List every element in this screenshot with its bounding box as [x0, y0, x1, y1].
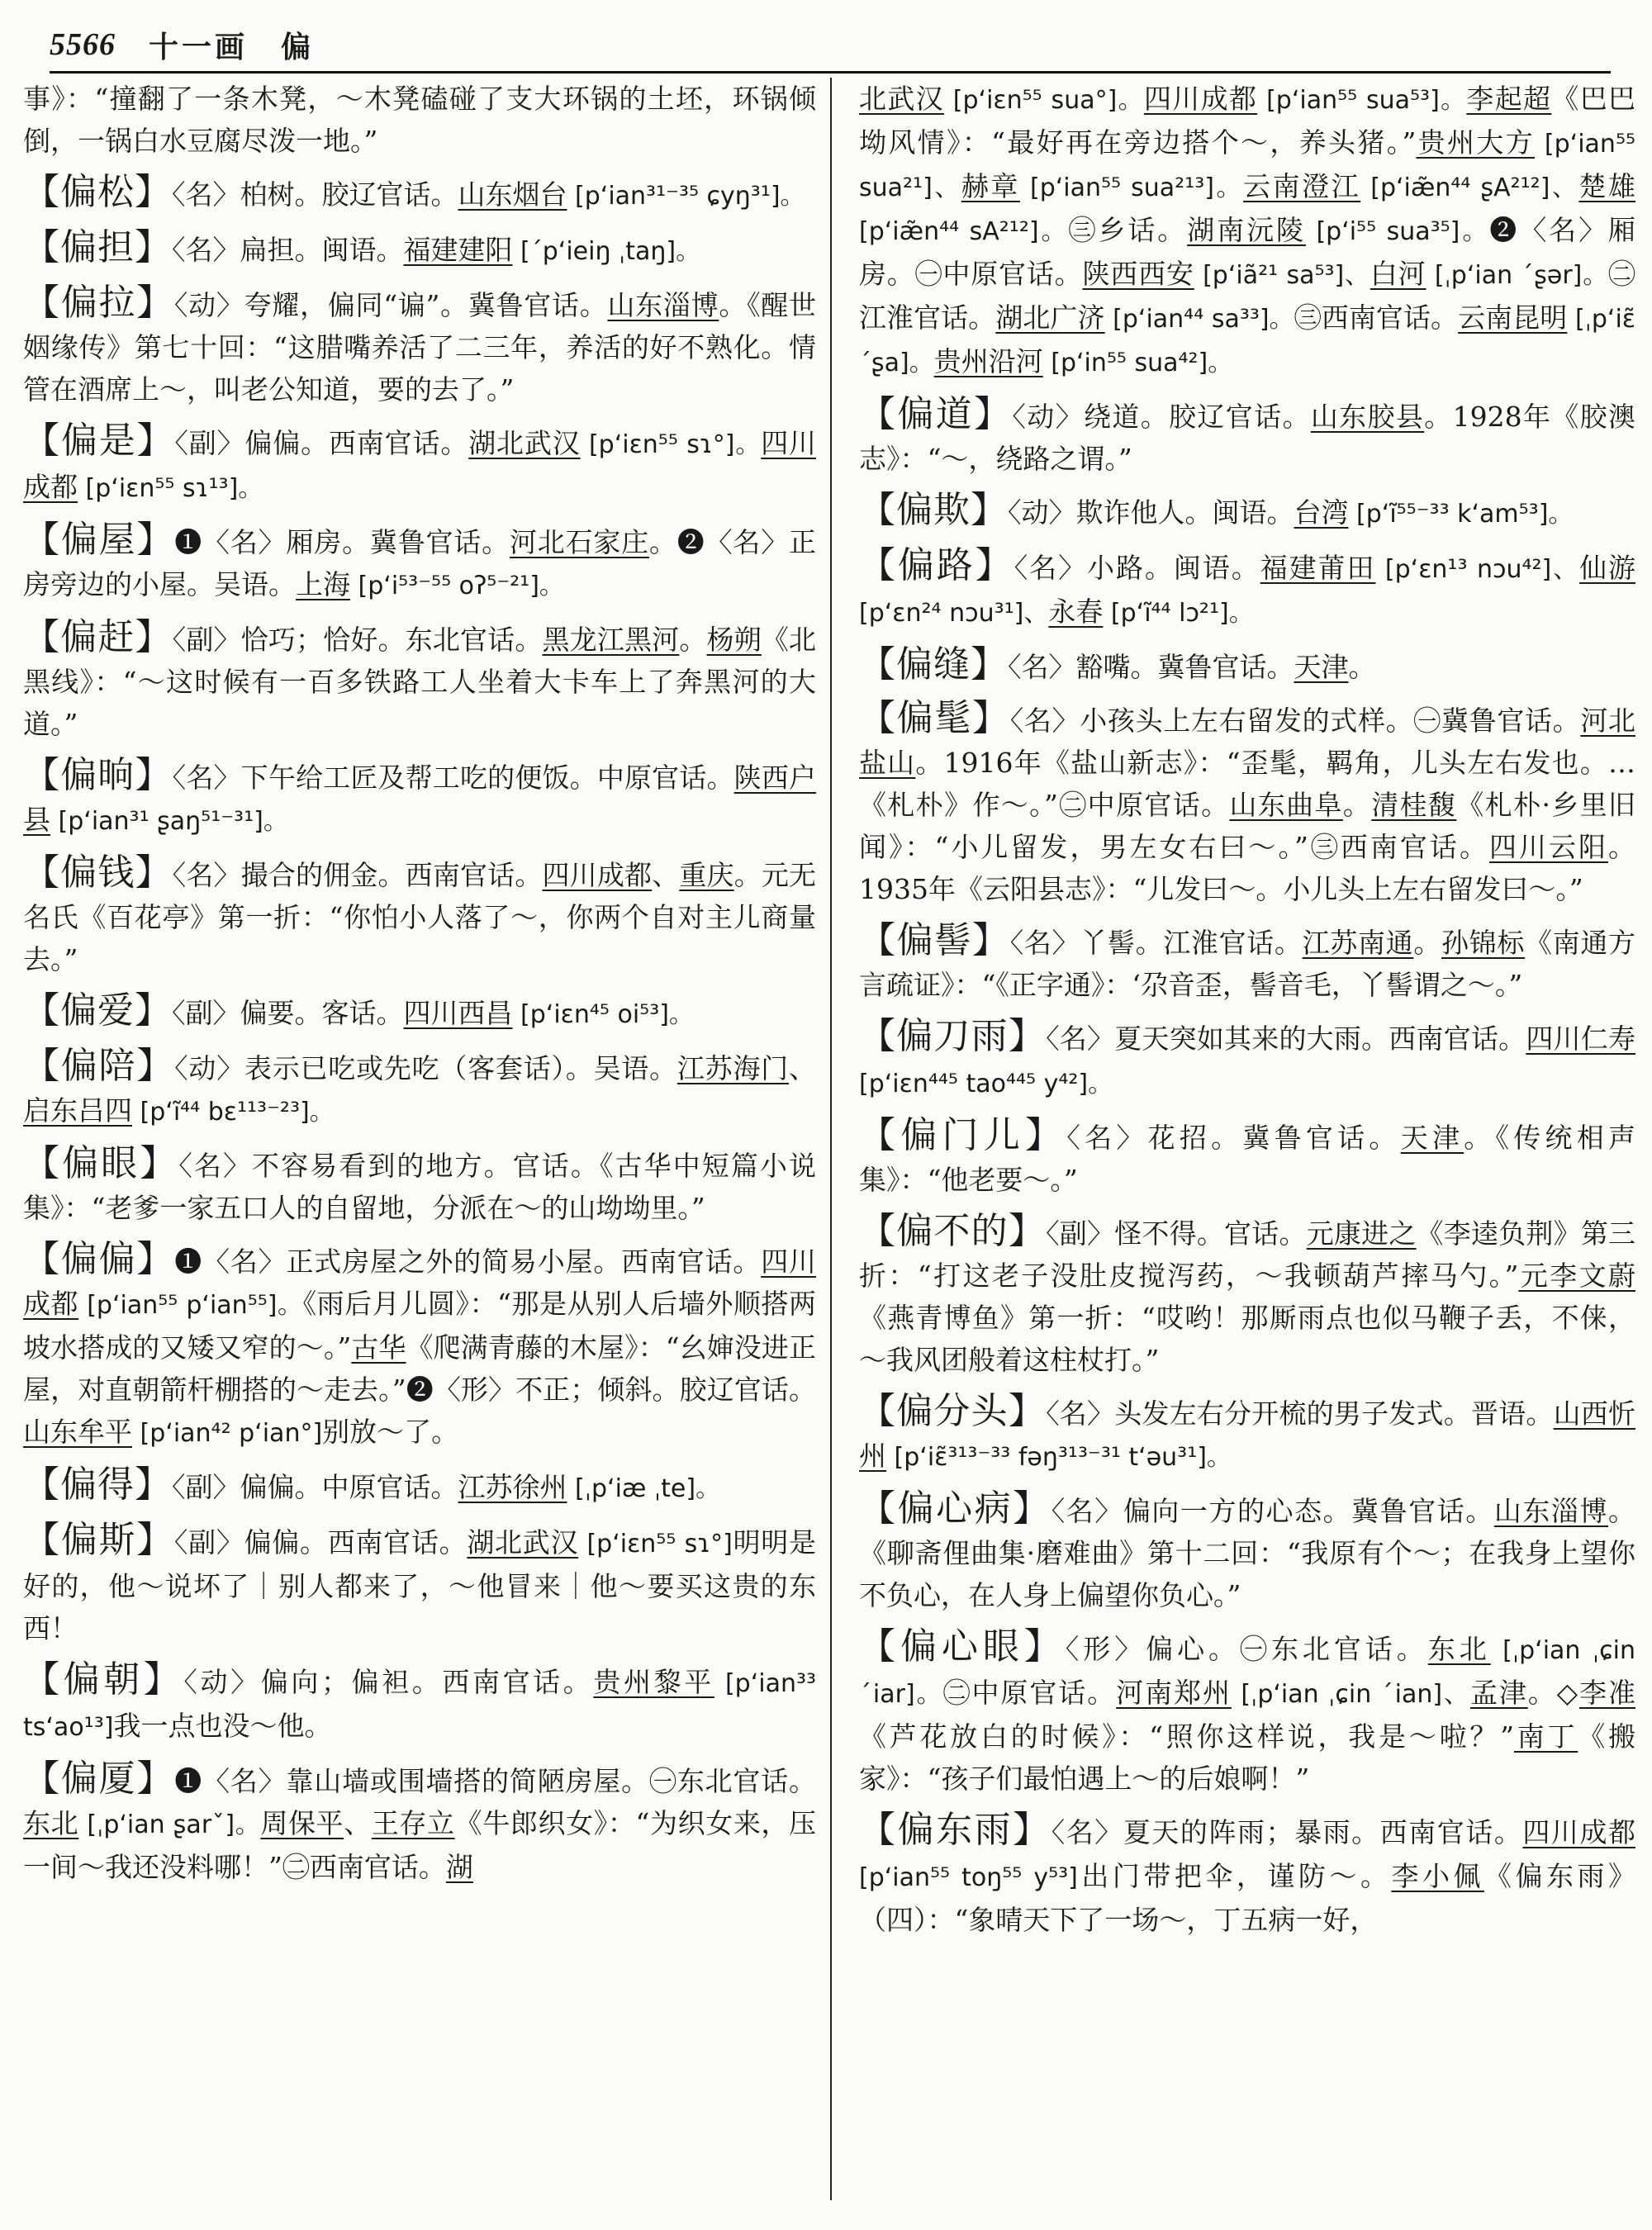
definition-text: 明明是好的，他～说坏了｜别人都来了，～他冒来｜他～要买这贵的东西！	[23, 1526, 816, 1644]
definition-text: 。《传统相声集》：“他老要～。”	[859, 1122, 1635, 1196]
phonetic-transcription: [p‘ian⁵⁵ p‘ian⁵⁵]。	[78, 1291, 303, 1320]
place-or-author-name: 周保平	[260, 1807, 344, 1839]
definition-text: ❶〈名〉正式房屋之外的简易小屋。西南官话。	[174, 1245, 762, 1278]
definition-text: 。❷〈名〉正房旁边的小屋。吴语。	[23, 526, 816, 600]
phonetic-transcription: [p‘iɛn⁵⁵ sua°]。	[943, 86, 1144, 115]
place-or-author-name: 湖北武汉	[468, 427, 581, 459]
place-or-author-name: 楚雄	[1578, 170, 1635, 202]
dictionary-entry	[859, 1015, 1635, 1105]
entry-headword: 【偏心眼】	[859, 1625, 1066, 1668]
place-or-author-name: 元康进之	[1306, 1217, 1417, 1250]
dictionary-entry	[23, 1519, 816, 1649]
place-or-author-name: 黑龙江黑河	[542, 624, 680, 656]
definition-text: 〈副〉偏要。客话。	[172, 997, 404, 1029]
entry-headword: 【偏偏】	[23, 1238, 175, 1280]
definition-text: 《南通方言疏证》：“《正字通》：‘尕音歪，髻音毛，丫髻谓之～。”	[859, 927, 1635, 1001]
definition-text: 〈名〉花招。冀鲁官话。	[1066, 1122, 1401, 1154]
phonetic-transcription: [p‘ɛn²⁴ nɔu³¹]、	[859, 599, 1049, 628]
entry-headword: 【偏眼】	[23, 1142, 179, 1184]
phonetic-transcription: [p‘iã²¹ sa⁵³]、	[1194, 261, 1370, 290]
entry-headword: 【偏髦】	[859, 697, 1010, 739]
entry-headword: 【偏路】	[859, 544, 1014, 586]
definition-text: ㊂西南官话。	[1294, 301, 1459, 334]
place-or-author-name: 启东吕四	[23, 1094, 132, 1127]
place-or-author-name: 四川西昌	[403, 997, 513, 1029]
dictionary-entry	[859, 643, 1635, 688]
dictionary-entry	[859, 1210, 1635, 1381]
place-or-author-name: 天津	[1294, 651, 1349, 683]
place-or-author-name: 湖北广济	[995, 301, 1105, 334]
definition-text: 、	[789, 1052, 816, 1084]
dictionary-entry	[859, 1809, 1635, 1941]
phonetic-transcription: [ˌp‘iɛ̃ ˊʂa]。	[859, 305, 1635, 377]
place-or-author-name: 南丁	[1513, 1720, 1578, 1753]
place-or-author-name: 杨朔	[706, 624, 762, 656]
phonetic-transcription: [p‘ian³¹ ʂaŋ⁵¹⁻³¹]。	[50, 807, 288, 836]
definition-text: 。《醒世姻缘传》第七十回：“这腊嘴养活了二三年，养活的好不熟化。情管在酒席上～，叫老公知道，要的去了。”	[23, 289, 816, 406]
dictionary-entry	[23, 1045, 816, 1133]
definition-text: 〈名〉豁嘴。冀鲁官话。	[1008, 651, 1294, 683]
phonetic-transcription: [p‘ĩ⁴⁴ lɔ²¹]。	[1103, 599, 1254, 628]
definition-text: ❷〈名〉厢房。㊀中原官话。	[859, 214, 1635, 290]
place-or-author-name: 陕西户县	[23, 762, 816, 836]
place-or-author-name: 四川成都	[1143, 83, 1258, 115]
place-or-author-name: 李小佩	[1391, 1860, 1484, 1892]
phonetic-transcription: [ˌp‘iæ ˌte]。	[567, 1474, 721, 1503]
definition-text: 〈副〉恰巧；恰好。东北官话。	[172, 624, 543, 656]
place-or-author-name: 湖北武汉	[467, 1526, 579, 1559]
entry-headword: 【偏担】	[23, 226, 172, 268]
place-or-author-name: 江苏南通	[1302, 927, 1414, 959]
phonetic-transcription: [p‘iæ̃n⁴⁴ sA²¹²]。	[859, 217, 1069, 246]
place-or-author-name: 仙游	[1579, 552, 1635, 584]
place-or-author-name: 台湾	[1294, 496, 1349, 529]
definition-text: 我一点也没～他。	[113, 1710, 332, 1742]
definition-text: 《芦花放白的时候》：“照你这样说，我是～啦？”	[859, 1720, 1514, 1753]
dictionary-entry	[23, 616, 816, 745]
definition-text: 〈动〉偏向；偏袒。西南官话。	[183, 1666, 594, 1698]
definition-text: 《李逵负荆》第三折：“打这老子没肚皮搅泻药，～我顿葫芦摔马勺。”	[859, 1217, 1635, 1292]
phonetic-transcription: [p‘ian⁵⁵ sua²¹³]。	[1019, 173, 1244, 202]
place-or-author-name: 上海	[296, 568, 350, 600]
page-header	[50, 18, 1611, 74]
place-or-author-name: 河北盐山	[859, 705, 1635, 779]
phonetic-transcription: [p‘iɛn⁵⁵ sɿ°]。	[580, 430, 762, 459]
definition-text: 〈动〉表示已吃或先吃（客套话）。吴语。	[174, 1052, 677, 1084]
phonetic-transcription: [p‘ian⁵⁵ toŋ⁵⁵ y⁵³]	[859, 1863, 1078, 1892]
entry-headword: 【偏道】	[859, 393, 1013, 435]
place-or-author-name: 天津	[1400, 1122, 1464, 1154]
place-or-author-name: 东北	[23, 1807, 79, 1839]
entry-headword: 【偏屋】	[23, 519, 175, 561]
place-or-author-name: 赫章	[961, 170, 1020, 202]
place-or-author-name: 白河	[1370, 258, 1427, 290]
dictionary-entry	[23, 989, 816, 1036]
definition-text: 。1935年《云阳县志》：“儿发曰～。小儿头上左右留发曰～。”	[859, 831, 1635, 905]
place-or-author-name: 江苏徐州	[458, 1471, 567, 1503]
definition-text: 《雨后月儿圆》：“那是从别人后墙外顺搭两坡水搭成的又矮又窄的～。”	[23, 1288, 816, 1364]
dictionary-entry	[23, 852, 816, 980]
definition-text: 〈副〉怪不得。官话。	[1046, 1217, 1307, 1250]
definition-text: 。	[1342, 789, 1372, 821]
phonetic-transcription: [p‘iɛn⁵⁵ sɿ°]	[578, 1530, 733, 1559]
phonetic-transcription: [p‘ian³³ ts‘ao¹³]	[23, 1669, 816, 1742]
place-or-author-name: 湖	[445, 1851, 473, 1883]
definition-text: 别放～了。	[322, 1416, 459, 1448]
definition-text: 〈名〉不容易看到的地方。官话。《古华中短篇小说集》：“老爹一家五口人的自留地，分派在～的山坳坳里。”	[23, 1150, 816, 1224]
definition-text: 〈动〉欺诈他人。闽语。	[1008, 496, 1294, 529]
dictionary-entry	[859, 1114, 1635, 1201]
dictionary-entry	[23, 1238, 816, 1454]
entry-headword: 【偏不的】	[859, 1210, 1047, 1252]
place-or-author-name: 王存立	[371, 1807, 455, 1839]
definition-text: 出门带把伞，谨防～。	[1077, 1860, 1392, 1892]
definition-text: 《偏东雨》（四）：“象晴天下了一场～，丁五病一好，	[859, 1860, 1635, 1936]
definition-text: ㊁江淮官话。	[859, 258, 1635, 334]
entry-headword: 【偏晌】	[23, 754, 173, 796]
definition-text: 。	[679, 624, 707, 656]
definition-text: 、	[652, 859, 680, 891]
definition-text: 。	[1348, 651, 1376, 683]
phonetic-transcription: [p‘iɛ̃³¹³⁻³³ fəŋ³¹³⁻³¹ t‘əu³¹]。	[886, 1443, 1232, 1472]
definition-text: 《爬满青藤的木屋》：“幺婶没进正屋，对直朝箭杆棚搭的～走去。”❷〈形〉不正；倾斜。胶辽官话。	[23, 1331, 816, 1406]
phonetic-transcription: [ˌp‘ian ˊʂər]。	[1426, 261, 1609, 290]
place-or-author-name: 四川云阳	[1488, 831, 1609, 863]
phonetic-transcription: [p‘ian⁵⁵ sua⁵³]。	[1257, 86, 1467, 115]
place-or-author-name: 福建建阳	[403, 234, 513, 266]
left-column	[23, 78, 816, 2217]
definition-text: 〈形〉偏心。㊀东北官话。	[1065, 1633, 1428, 1665]
dictionary-entry	[23, 420, 816, 510]
definition-text: ㊁中原官话。	[942, 1677, 1117, 1709]
dictionary-entry	[23, 1464, 816, 1510]
dictionary-entry	[23, 754, 816, 842]
definition-text: 。《聊斋俚曲集·磨难曲》第十二回：“我原有个～；在我身上望你不负心，在人身上偏望你负心。”	[859, 1495, 1635, 1611]
place-or-author-name: 陕西西安	[1082, 258, 1194, 290]
dictionary-entry	[23, 1758, 816, 1888]
place-or-author-name: 贵州黎平	[593, 1666, 714, 1698]
dictionary-entry	[859, 697, 1635, 910]
definition-text: 〈动〉绕道。胶辽官话。	[1012, 401, 1311, 433]
phonetic-transcription: [ˌp‘ian ˌɕin ˊian]、	[1231, 1680, 1470, 1709]
place-or-author-name: 山东牟平	[23, 1416, 132, 1448]
place-or-author-name: 山东烟台	[458, 178, 567, 211]
entry-headword: 【偏厦】	[23, 1758, 175, 1800]
place-or-author-name: 古华	[351, 1331, 406, 1364]
phonetic-transcription: [p‘iɛn⁴⁵ oi⁵³]。	[512, 1000, 694, 1029]
definition-text: 〈名〉柏树。胶辽官话。	[172, 178, 458, 211]
entry-headword: 【偏是】	[23, 420, 175, 462]
definition-text: 事》：“撞翻了一条木凳，～木凳磕碰了支大环锅的土坯，环锅倾倒，一锅白水豆腐尽泼一地。”	[23, 83, 816, 157]
definition-text: 《北黑线》：“～这时候有一百多铁路工人坐着大卡车上了奔黑河的大道。”	[23, 624, 816, 740]
definition-text: 。◇	[1527, 1677, 1580, 1709]
dictionary-entry	[23, 226, 816, 273]
place-or-author-name: 李准	[1579, 1677, 1635, 1709]
dictionary-entry	[859, 1390, 1635, 1478]
definition-text: 〈名〉夏天突如其来的大雨。西南官话。	[1046, 1022, 1526, 1055]
entry-headword: 【偏欺】	[859, 489, 1008, 531]
dictionary-entry	[23, 519, 816, 607]
dictionary-entry	[859, 393, 1635, 480]
dictionary-entry	[23, 1142, 816, 1229]
definition-text: 〈副〉偏偏。西南官话。	[173, 1526, 468, 1559]
entry-headword: 【偏得】	[23, 1464, 172, 1506]
entry-headword: 【偏门儿】	[859, 1114, 1067, 1156]
right-column	[859, 78, 1635, 2217]
definition-text: 《牛郎织女》：“为织女来，压一间～我还没料哪！”㊁西南官话。	[23, 1807, 816, 1883]
place-or-author-name: 东北	[1427, 1633, 1491, 1665]
definition-text: 〈动〉夸耀，偏同“谝”。冀鲁官话。	[173, 289, 608, 321]
place-or-author-name: 四川成都	[1522, 1816, 1635, 1848]
entry-headword: 【偏朝】	[23, 1658, 184, 1701]
phonetic-transcription: [p‘iæ̃n⁴⁴ ʂA²¹²]、	[1360, 173, 1579, 202]
entry-headword: 【偏钱】	[23, 852, 173, 894]
place-or-author-name: 贵州大方	[1416, 126, 1536, 159]
place-or-author-name: 山东淄博	[1493, 1495, 1609, 1527]
place-or-author-name: 北武汉	[859, 83, 944, 115]
definition-text: 〈副〉偏偏。西南官话。	[174, 427, 469, 459]
entry-headword: 【偏赶】	[23, 616, 173, 658]
place-or-author-name: 江苏海门	[676, 1052, 790, 1084]
definition-text: 〈名〉偏向一方的心态。冀鲁官话。	[1051, 1495, 1494, 1527]
definition-text: 〈名〉小路。闽语。	[1014, 552, 1260, 584]
entry-headword: 【偏刀雨】	[859, 1015, 1047, 1057]
place-or-author-name: 河南郑州	[1116, 1677, 1232, 1709]
dictionary-entry	[23, 282, 816, 410]
place-or-author-name: 四川成都	[542, 859, 653, 891]
column-divider	[830, 78, 832, 2200]
phonetic-transcription: [ˊp‘ieiŋ ˌtaŋ]。	[512, 237, 701, 266]
phonetic-transcription: [p‘ian⁴⁴ sa³³]。	[1104, 305, 1294, 334]
phonetic-transcription: [ˌp‘ian ˌɕin ˊiar]。	[859, 1636, 1635, 1709]
phonetic-transcription: [p‘ĩ⁴⁴ bɛ¹¹³⁻²³]。	[132, 1098, 335, 1127]
place-or-author-name: 重庆	[679, 859, 734, 891]
definition-text: 《札朴·乡里旧闻》：“小儿留发，男左女右曰～。”㊂西南官话。	[859, 789, 1635, 863]
place-or-author-name: 湖南沅陵	[1187, 214, 1306, 246]
dictionary-entry	[859, 489, 1635, 535]
entry-continuation	[23, 78, 816, 162]
place-or-author-name: 孟津	[1469, 1677, 1528, 1709]
place-or-author-name: 永春	[1048, 595, 1104, 628]
entry-headword: 【偏缝】	[859, 643, 1008, 686]
definition-text: ㊂乡话。	[1068, 214, 1188, 246]
definition-text: ❶〈名〉厢房。冀鲁官话。	[174, 526, 510, 558]
definition-text: 〈名〉夏天的阵雨；暴雨。西南官话。	[1051, 1816, 1523, 1848]
definition-text: 、	[344, 1807, 372, 1839]
definition-text: 〈副〉偏偏。中原官话。	[172, 1471, 458, 1503]
entry-headword: 【偏松】	[23, 171, 172, 213]
entry-headword: 【偏爱】	[23, 989, 172, 1032]
definition-text: 。元无名氏《百花亭》第一折：“你怕小人落了～，你两个自对主儿商量去。”	[23, 859, 816, 975]
entry-headword: 【偏心病】	[859, 1487, 1051, 1530]
definition-text: 〈名〉丫髻。江淮官话。	[1009, 927, 1303, 959]
definition-text: 〈名〉扁担。闽语。	[172, 234, 404, 266]
place-or-author-name: 河北石家庄	[509, 526, 649, 558]
place-or-author-name: 云南昆明	[1458, 301, 1568, 334]
place-or-author-name: 山西忻州	[859, 1397, 1635, 1472]
definition-text: ❶〈名〉靠山墙或围墙搭的简陋房屋。㊀东北官话。	[174, 1765, 816, 1797]
entry-headword: 【偏拉】	[23, 282, 174, 324]
definition-text: 〈名〉撮合的佣金。西南官话。	[172, 859, 543, 891]
page-title: 十一画 偏	[149, 29, 315, 64]
place-or-author-name: 四川成都	[23, 1245, 816, 1320]
page-number: 5566	[50, 27, 116, 62]
definition-text: 《搬家》：“孩子们最怕遇上～的后娘啊！”	[859, 1720, 1635, 1795]
phonetic-transcription: [ˌp‘ian ʂarˇ]。	[78, 1810, 261, 1839]
definition-text: 《燕青博鱼》第一折：“哎哟！那厮雨点也似马鞭子丢，不俫，～我风团般着这柱杖打。”	[859, 1302, 1635, 1376]
place-or-author-name: 清桂馥	[1371, 789, 1457, 821]
place-or-author-name: 山东胶县	[1310, 401, 1425, 433]
definition-text: 〈名〉下午给工匠及帮工吃的便饭。中原官话。	[172, 762, 734, 794]
place-or-author-name: 山东淄博	[607, 289, 719, 321]
dictionary-entry	[23, 1658, 816, 1748]
phonetic-transcription: [p‘i⁵³⁻⁵⁵ oʔ⁵⁻²¹]。	[350, 572, 564, 600]
phonetic-transcription: [p‘iɛn⁵⁵ sɿ¹³]。	[78, 474, 263, 503]
place-or-author-name: 元李文蔚	[1518, 1260, 1635, 1292]
phonetic-transcription: [p‘ian⁴² p‘ian°]	[132, 1419, 323, 1448]
place-or-author-name: 云南澄江	[1243, 170, 1361, 202]
place-or-author-name: 福建莆田	[1260, 552, 1376, 584]
place-or-author-name: 四川仁寿	[1526, 1022, 1635, 1055]
dictionary-entry	[23, 171, 816, 217]
entry-headword: 【偏东雨】	[859, 1809, 1051, 1851]
phonetic-transcription: [p‘iɛn⁴⁴⁵ tao⁴⁴⁵ y⁴²]。	[859, 1070, 1113, 1098]
definition-text: 。1928年《胶澳志》：“～，绕路之谓。”	[859, 401, 1635, 475]
place-or-author-name: 李起超	[1466, 83, 1552, 115]
phonetic-transcription: [p‘in⁵⁵ sua⁴²]。	[1042, 349, 1233, 377]
dictionary-entry	[859, 1487, 1635, 1616]
phonetic-transcription: [p‘ĩ⁵⁵⁻³³ k‘am⁵³]。	[1348, 500, 1574, 529]
place-or-author-name: 山东曲阜	[1229, 789, 1343, 821]
phonetic-transcription: [p‘ɛn¹³ nɔu⁴²]、	[1375, 555, 1580, 584]
definition-text: 〈名〉头发左右分开梳的男子发式。晋语。	[1046, 1397, 1554, 1430]
dictionary-entry	[859, 544, 1635, 634]
definition-text: 。1916年《盐山新志》：“歪髦，羁角，儿头左右发也。…《札朴》作～。”㊁中原官话。	[859, 747, 1635, 821]
phonetic-transcription: [p‘ian³¹⁻³⁵ ɕyŋ³¹]。	[567, 182, 805, 211]
definition-text: 〈名〉小孩头上左右留发的式样。㊀冀鲁官话。	[1009, 705, 1581, 737]
entry-continuation	[859, 78, 1635, 384]
place-or-author-name: 四川成都	[23, 427, 816, 503]
entry-headword: 【偏陪】	[23, 1045, 175, 1087]
entry-headword: 【偏斯】	[23, 1519, 174, 1561]
definition-text: 《巴巴坳风情》：“最好再在旁边搭个～，养头猪。”	[859, 83, 1635, 159]
entry-headword: 【偏分头】	[859, 1390, 1047, 1432]
dictionary-entry	[859, 919, 1635, 1006]
phonetic-transcription: [p‘i⁵⁵ sua³⁵]。	[1305, 217, 1490, 246]
entry-headword: 【偏髻】	[859, 919, 1010, 961]
dictionary-entry	[859, 1625, 1635, 1800]
definition-text: 。	[1413, 927, 1441, 959]
place-or-author-name: 孙锦标	[1441, 927, 1526, 959]
phonetic-transcription: [p‘ian⁵⁵ sua²¹]、	[859, 130, 1635, 202]
place-or-author-name: 贵州沿河	[933, 345, 1043, 377]
